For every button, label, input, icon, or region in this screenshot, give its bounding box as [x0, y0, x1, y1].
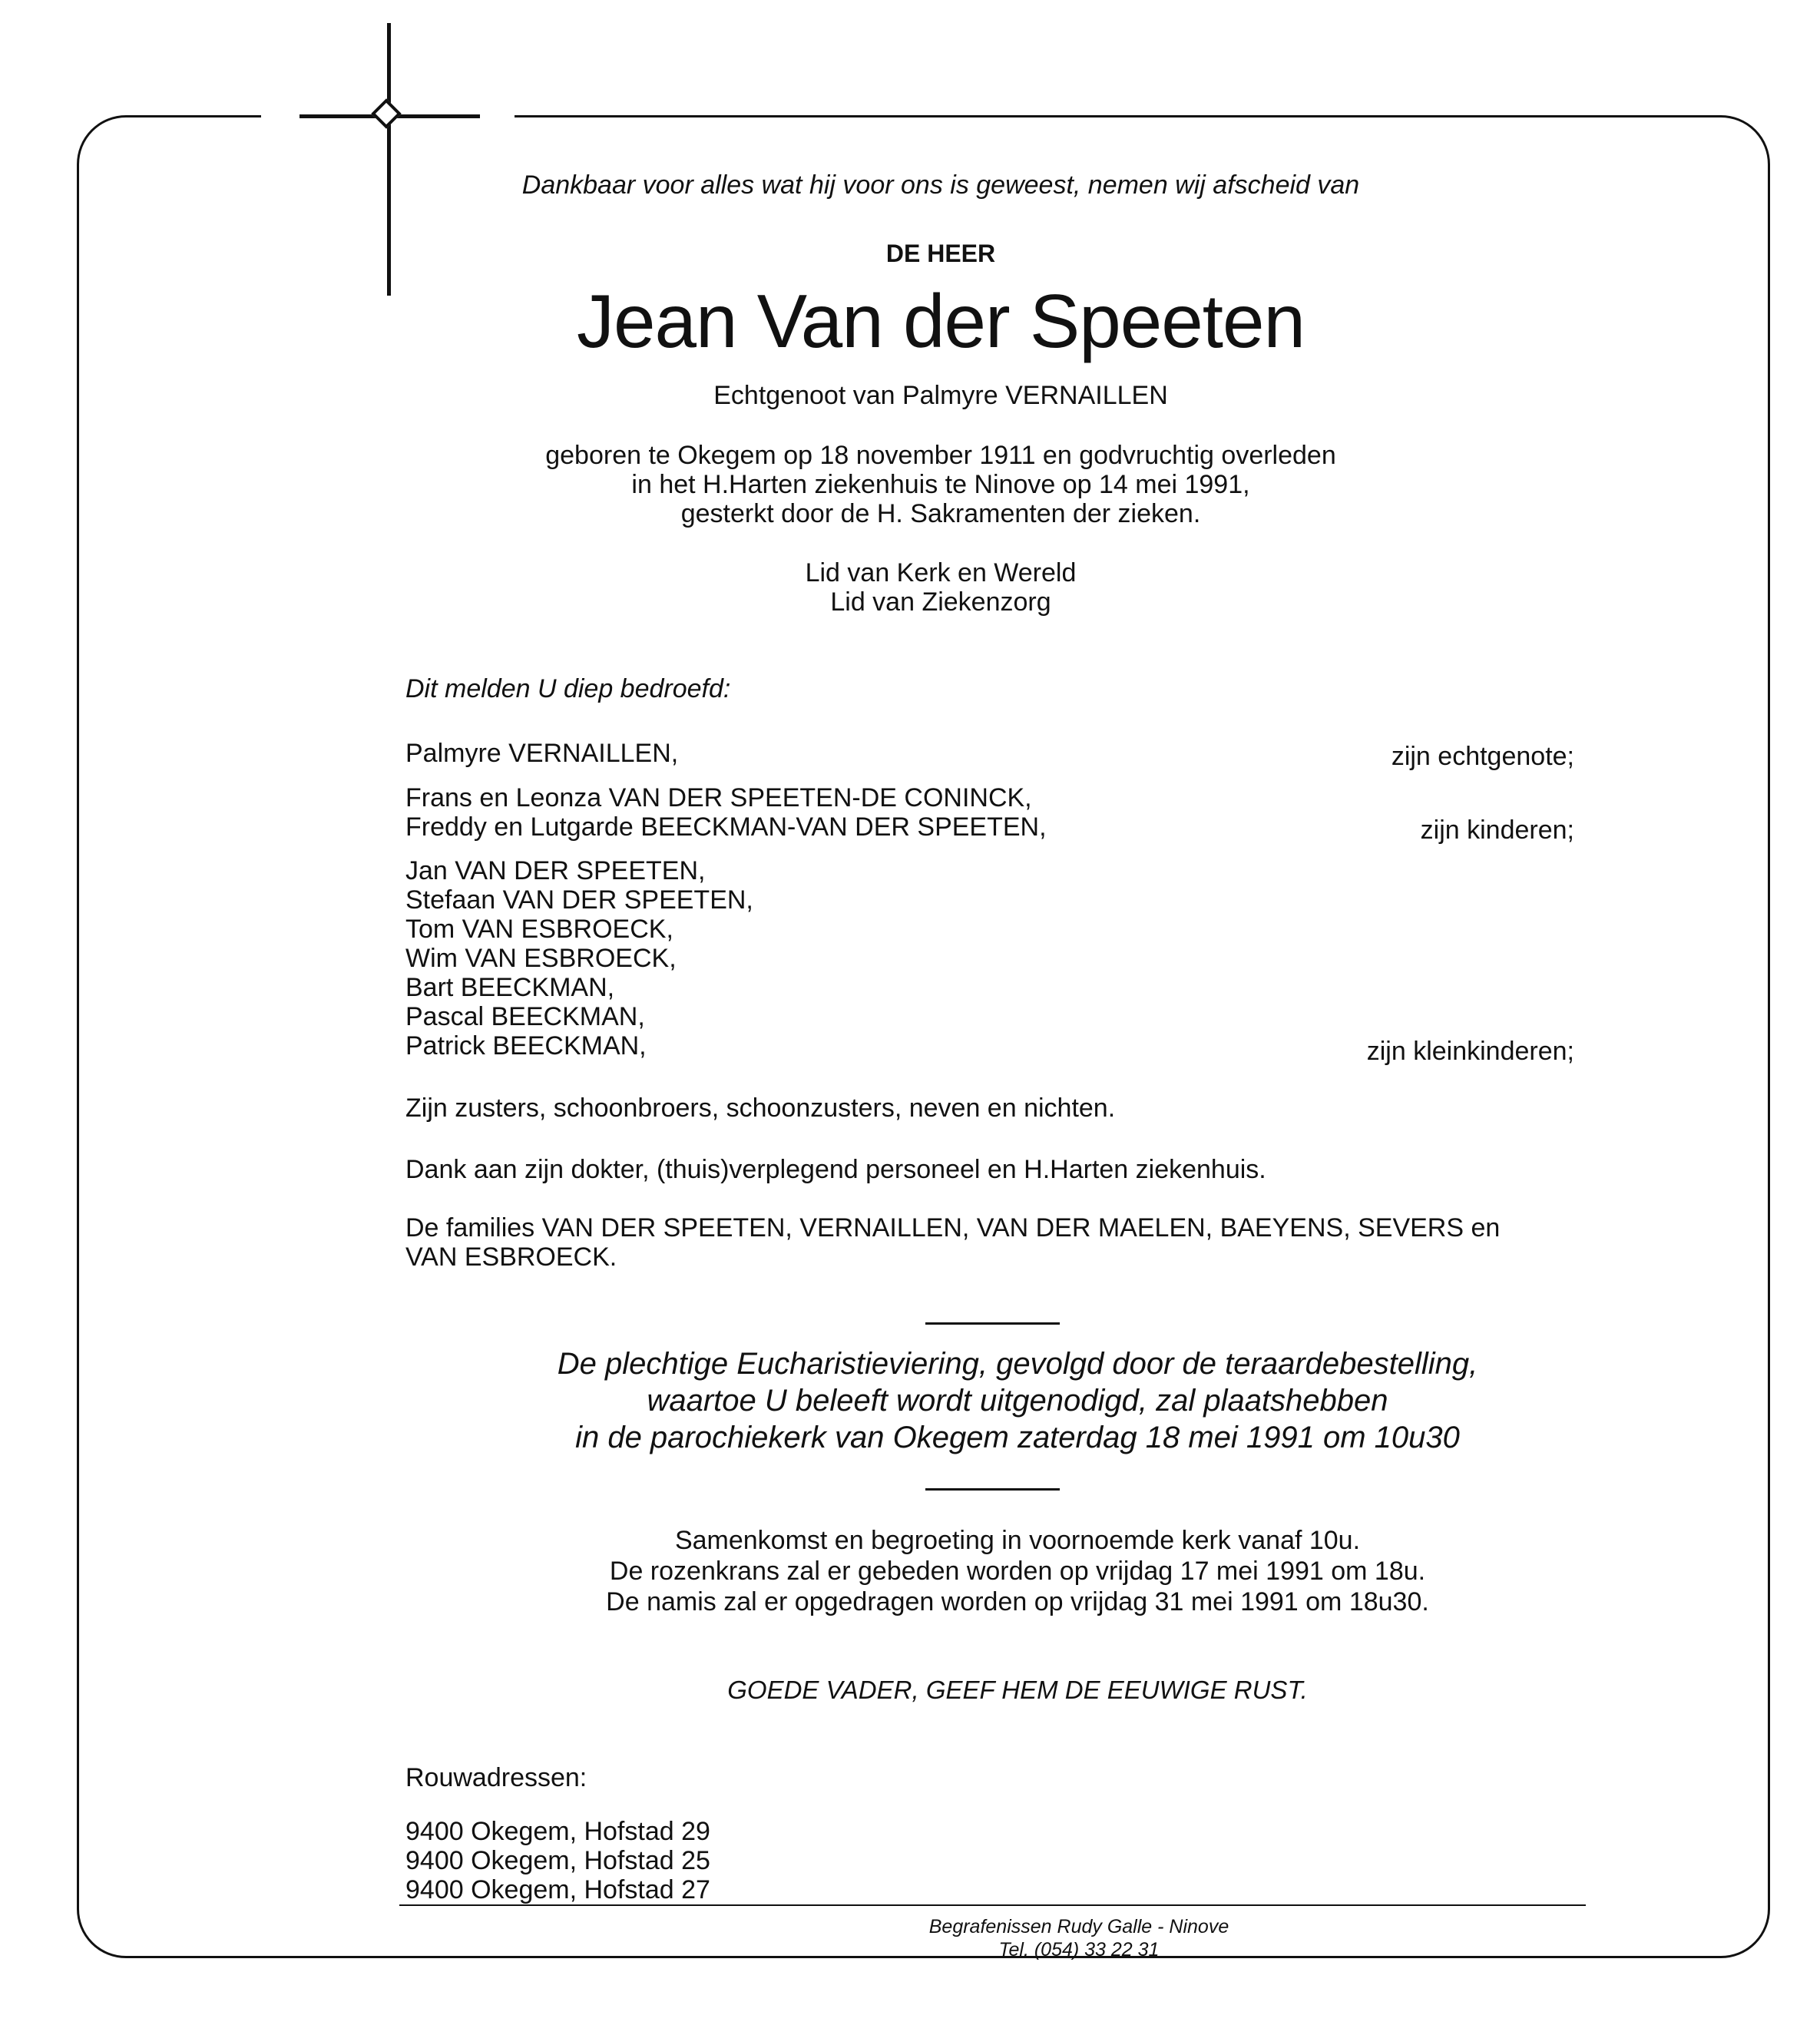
footer-rule	[399, 1904, 1586, 1906]
schedule-line-1: Samenkomst en begroeting in voornoemde kerk vanaf 10u.	[674, 1526, 1361, 1555]
child-1: Frans en Leonza VAN DER SPEETEN-DE CONINCK,	[405, 783, 1032, 812]
deceased-name: Jean Van der Speeten	[576, 279, 1305, 363]
divider-top	[925, 1322, 1060, 1325]
birth-death-block	[0, 441, 1820, 528]
families-text	[405, 1213, 1500, 1272]
membership-1: Lid van Kerk en Wereld	[805, 558, 1077, 587]
grandchildren-list	[405, 856, 753, 1060]
birth-line-1: geboren te Okegem op 18 november 1911 en godvruchtig overleden	[545, 441, 1336, 470]
ceremony-line-2: waartoe U beleeft wordt uitgenodigd, zal plaatshebben	[647, 1384, 1388, 1418]
schedule-line-3: De namis zal er opgedragen worden op vrijdag 31 mei 1991 om 18u30.	[606, 1587, 1429, 1616]
prayer-text: GOEDE VADER, GEEF HEM DE EEUWIGE RUST.	[727, 1676, 1308, 1704]
memberships	[0, 558, 1820, 617]
grandchild-4: Wim VAN ESBROECK,	[405, 944, 677, 973]
honorific: DE HEER	[885, 240, 996, 267]
children-list	[405, 783, 1047, 842]
grandchild-3: Tom VAN ESBROECK,	[405, 915, 673, 944]
schedule-line-2: De rozenkrans zal er gebeden worden op vrijdag 17 mei 1991 om 18u.	[609, 1557, 1426, 1586]
addresses-title: Rouwadressen:	[405, 1763, 587, 1792]
funeral-home-phone: Tel. (054) 33 22 31	[998, 1939, 1160, 1960]
grandchild-5: Bart BEECKMAN,	[405, 973, 615, 1002]
divider-bottom	[925, 1488, 1060, 1491]
funeral-home-name: Begrafenissen Rudy Galle - Ninove	[928, 1916, 1229, 1937]
address-3: 9400 Okegem, Hofstad 27	[405, 1875, 710, 1904]
ceremony-line-3: in de parochiekerk van Okegem zaterdag 18 mei 1991 om 10u30	[575, 1421, 1460, 1454]
grandchild-1: Jan VAN DER SPEETEN,	[405, 856, 706, 885]
addresses-list	[405, 1817, 710, 1904]
spouse-role: zijn echtgenote;	[1391, 742, 1574, 771]
child-2: Freddy en Lutgarde BEECKMAN-VAN DER SPEETEN,	[405, 812, 1047, 842]
funeral-home-footer	[0, 1915, 1820, 1961]
address-2: 9400 Okegem, Hofstad 25	[405, 1846, 710, 1875]
ceremony-block	[0, 1345, 1820, 1456]
membership-2: Lid van Ziekenzorg	[830, 587, 1051, 617]
grandchild-6: Pascal BEECKMAN,	[405, 1002, 645, 1031]
address-1: 9400 Okegem, Hofstad 29	[405, 1817, 710, 1846]
children-role: zijn kinderen;	[1420, 816, 1574, 845]
grandchild-7: Patrick BEECKMAN,	[405, 1031, 647, 1060]
birth-line-3: gesterkt door de H. Sakramenten der zieken.	[680, 499, 1201, 528]
schedule-block	[0, 1525, 1820, 1617]
spouse-name: Palmyre VERNAILLEN,	[405, 739, 679, 768]
birth-line-2: in het H.Harten ziekenhuis te Ninove op 14 mei 1991,	[631, 470, 1250, 499]
relatives-text: Zijn zusters, schoonbroers, schoonzusters, neven en nichten.	[405, 1094, 1116, 1123]
grandchildren-role: zijn kleinkinderen;	[1366, 1037, 1574, 1066]
ceremony-line-1: De plechtige Eucharistieviering, gevolgd door de teraardebestelling,	[557, 1347, 1478, 1381]
announce-text: Dit melden U diep bedroefd:	[405, 674, 731, 703]
intro-text: Dankbaar voor alles wat hij voor ons is geweest, nemen wij afscheid van	[521, 170, 1360, 200]
families-line-1: De families VAN DER SPEETEN, VERNAILLEN, VAN DER MAELEN, BAEYENS, SEVERS en	[405, 1213, 1501, 1242]
grandchild-2: Stefaan VAN DER SPEETEN,	[405, 885, 753, 915]
families-line-2: VAN ESBROECK.	[405, 1242, 617, 1272]
spouse-line: Echtgenoot van Palmyre VERNAILLEN	[713, 381, 1168, 410]
thanks-text: Dank aan zijn dokter, (thuis)verplegend personeel en H.Harten ziekenhuis.	[405, 1155, 1266, 1184]
